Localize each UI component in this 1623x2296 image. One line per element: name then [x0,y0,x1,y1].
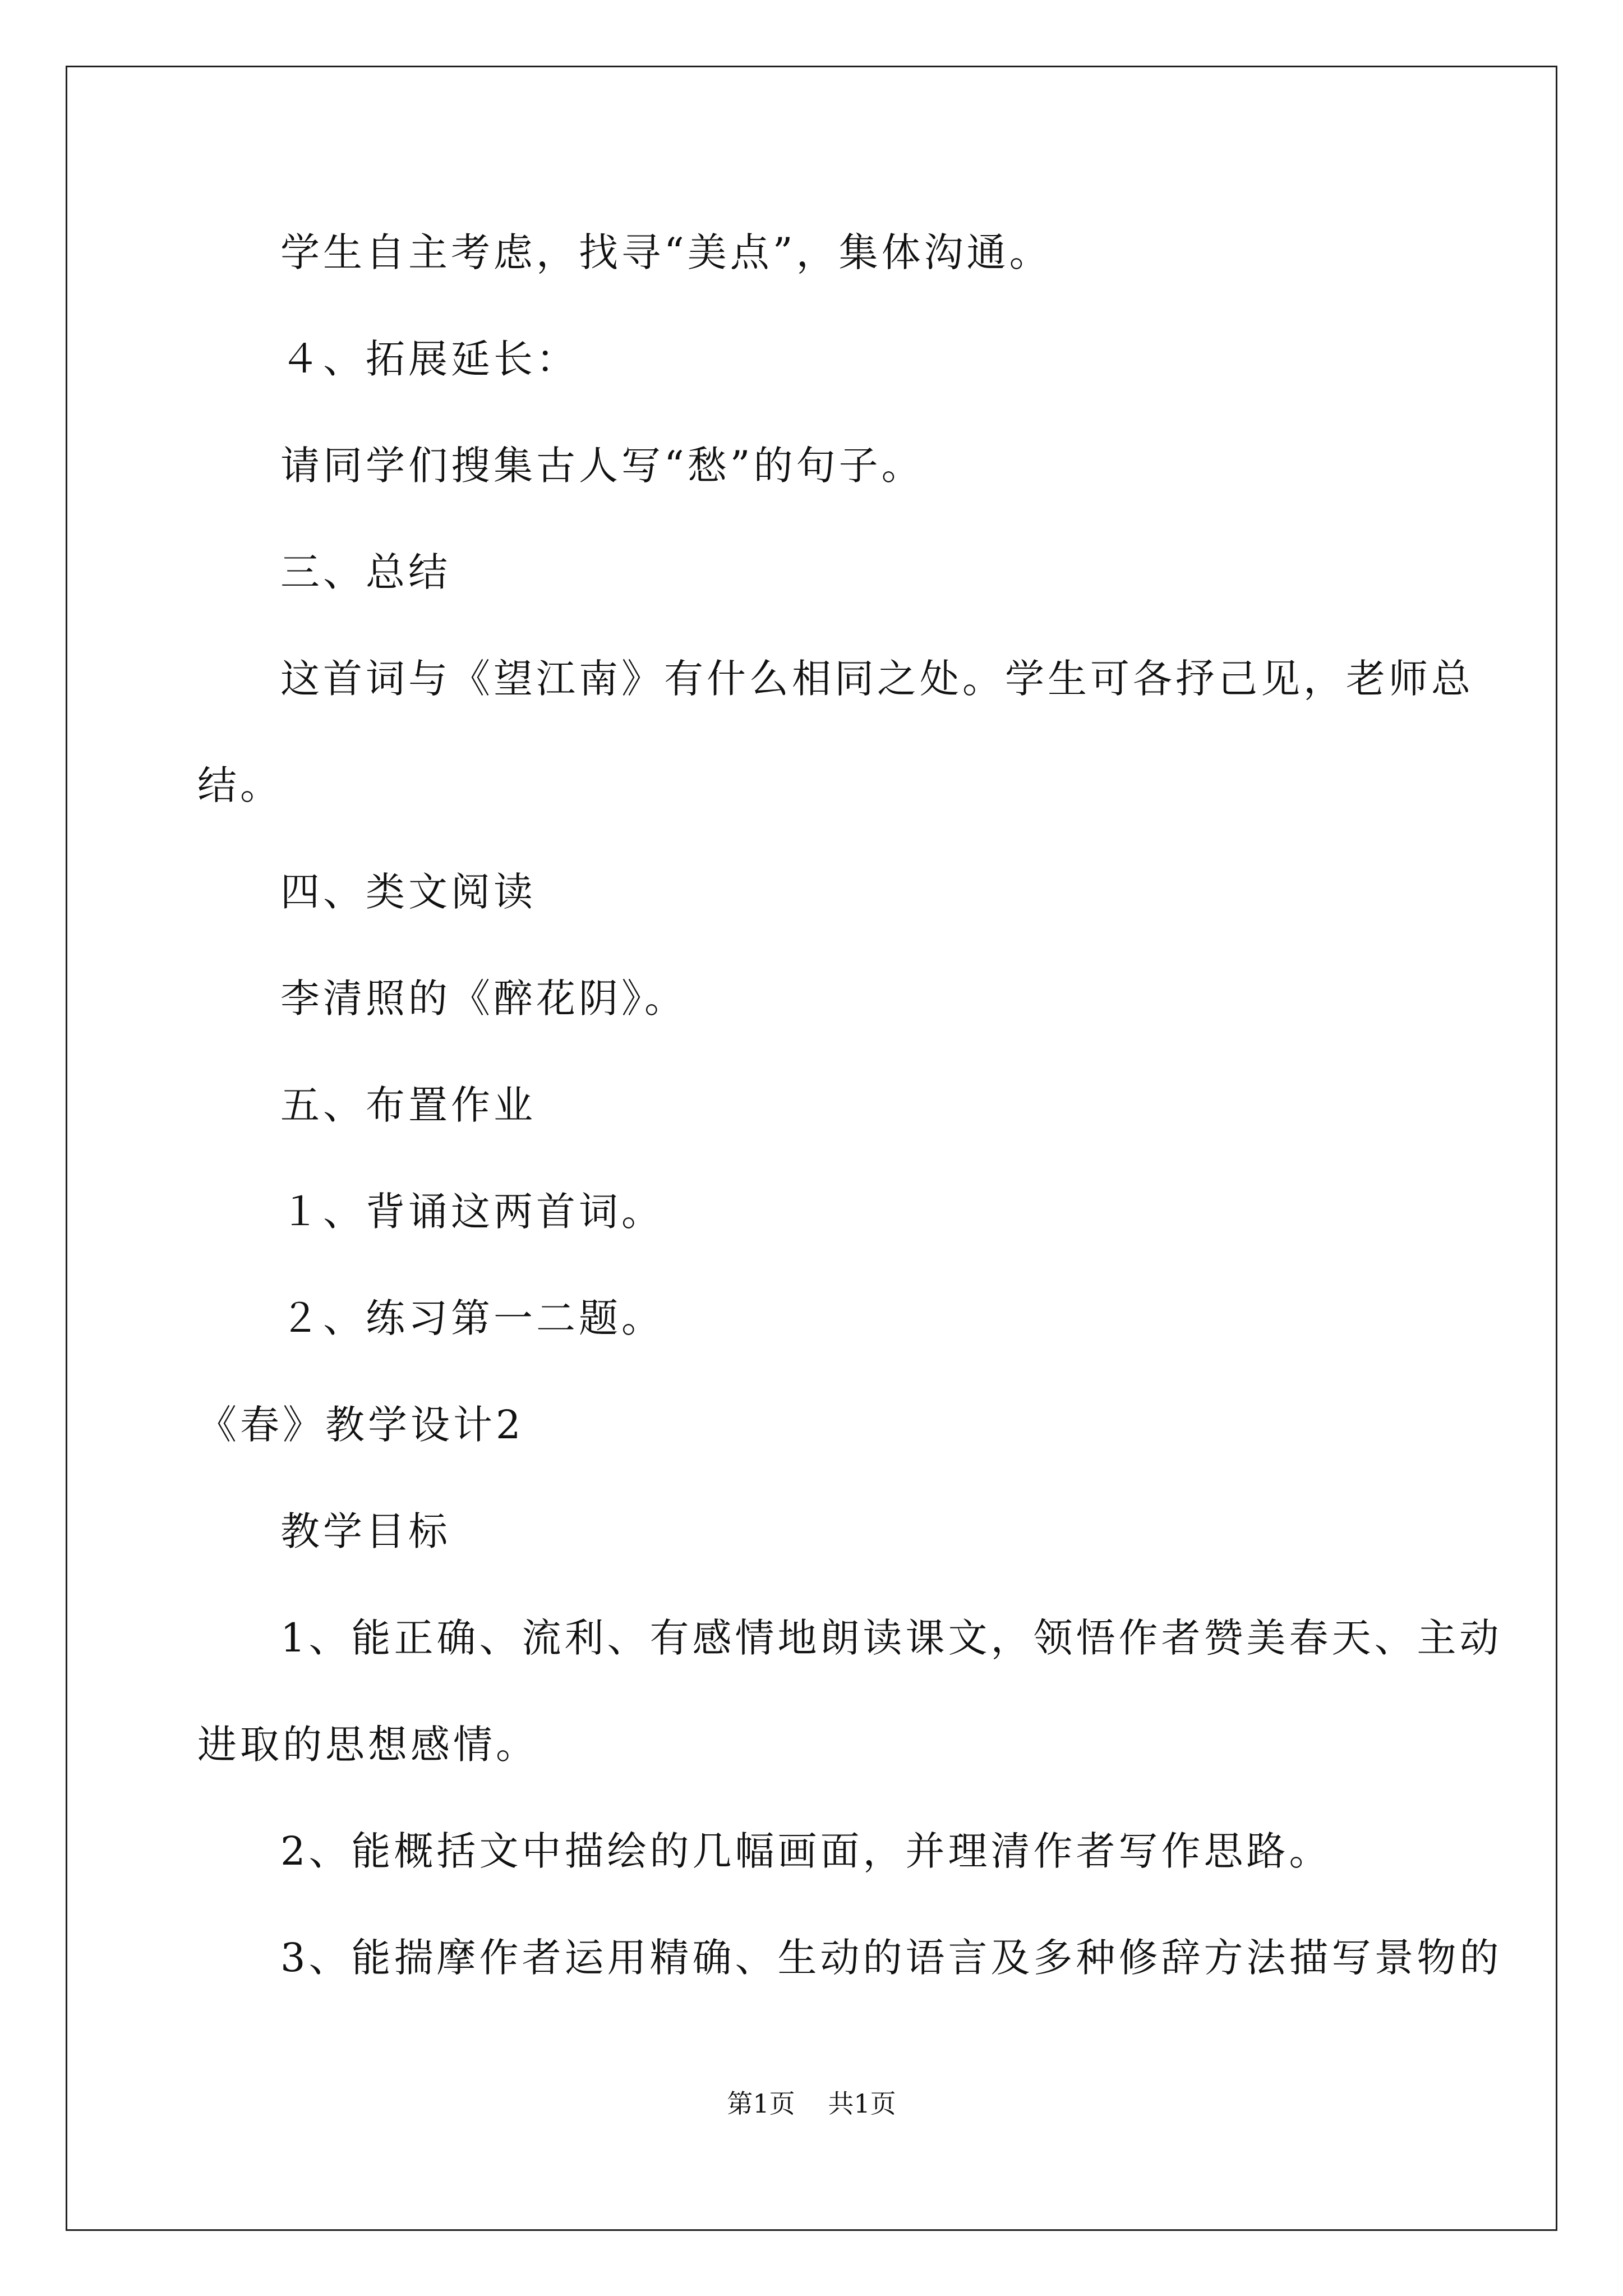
page-number-current: 第1页 [727,2088,795,2119]
paragraph-line: 结。 [197,762,283,808]
paragraph-line: 这首词与《望江南》有什么相同之处。学生可各抒己见，老师总 [280,656,1474,702]
list-item: 3、能揣摩作者运用精确、生动的语言及多种修辞方法描写景物的 [280,1935,1502,1981]
paragraph-line: 李清照的《醉花阴》。 [280,976,687,1022]
page-border [66,66,1557,2231]
list-item: 2、能概括文中描绘的几幅画面，并理清作者写作思路。 [280,1828,1332,1874]
paragraph-line: 请同学们搜集古人写“愁”的句子。 [280,443,924,489]
paragraph-line: 学生自主考虑，找寻“美点”，集体沟通。 [280,229,1052,275]
section-heading: 五、布置作业 [280,1082,536,1128]
document-title: 《春》教学设计2 [197,1402,524,1448]
section-heading: 四、类文阅读 [280,869,536,915]
section-heading: 三、总结 [280,549,451,595]
section-subheading: ４、拓展延长： [280,336,579,382]
paragraph-line: 进取的思想感情。 [197,1722,538,1768]
list-item: 1、能正确、流利、有感情地朗读课文，领悟作者赞美春天、主动 [280,1615,1502,1661]
list-item: １、背诵这两首词。 [280,1189,664,1235]
page-number-total: 共1页 [828,2088,896,2119]
section-heading: 教学目标 [280,1508,451,1554]
list-item: ２、练习第一二题。 [280,1295,664,1341]
page-footer [0,2087,1623,2120]
